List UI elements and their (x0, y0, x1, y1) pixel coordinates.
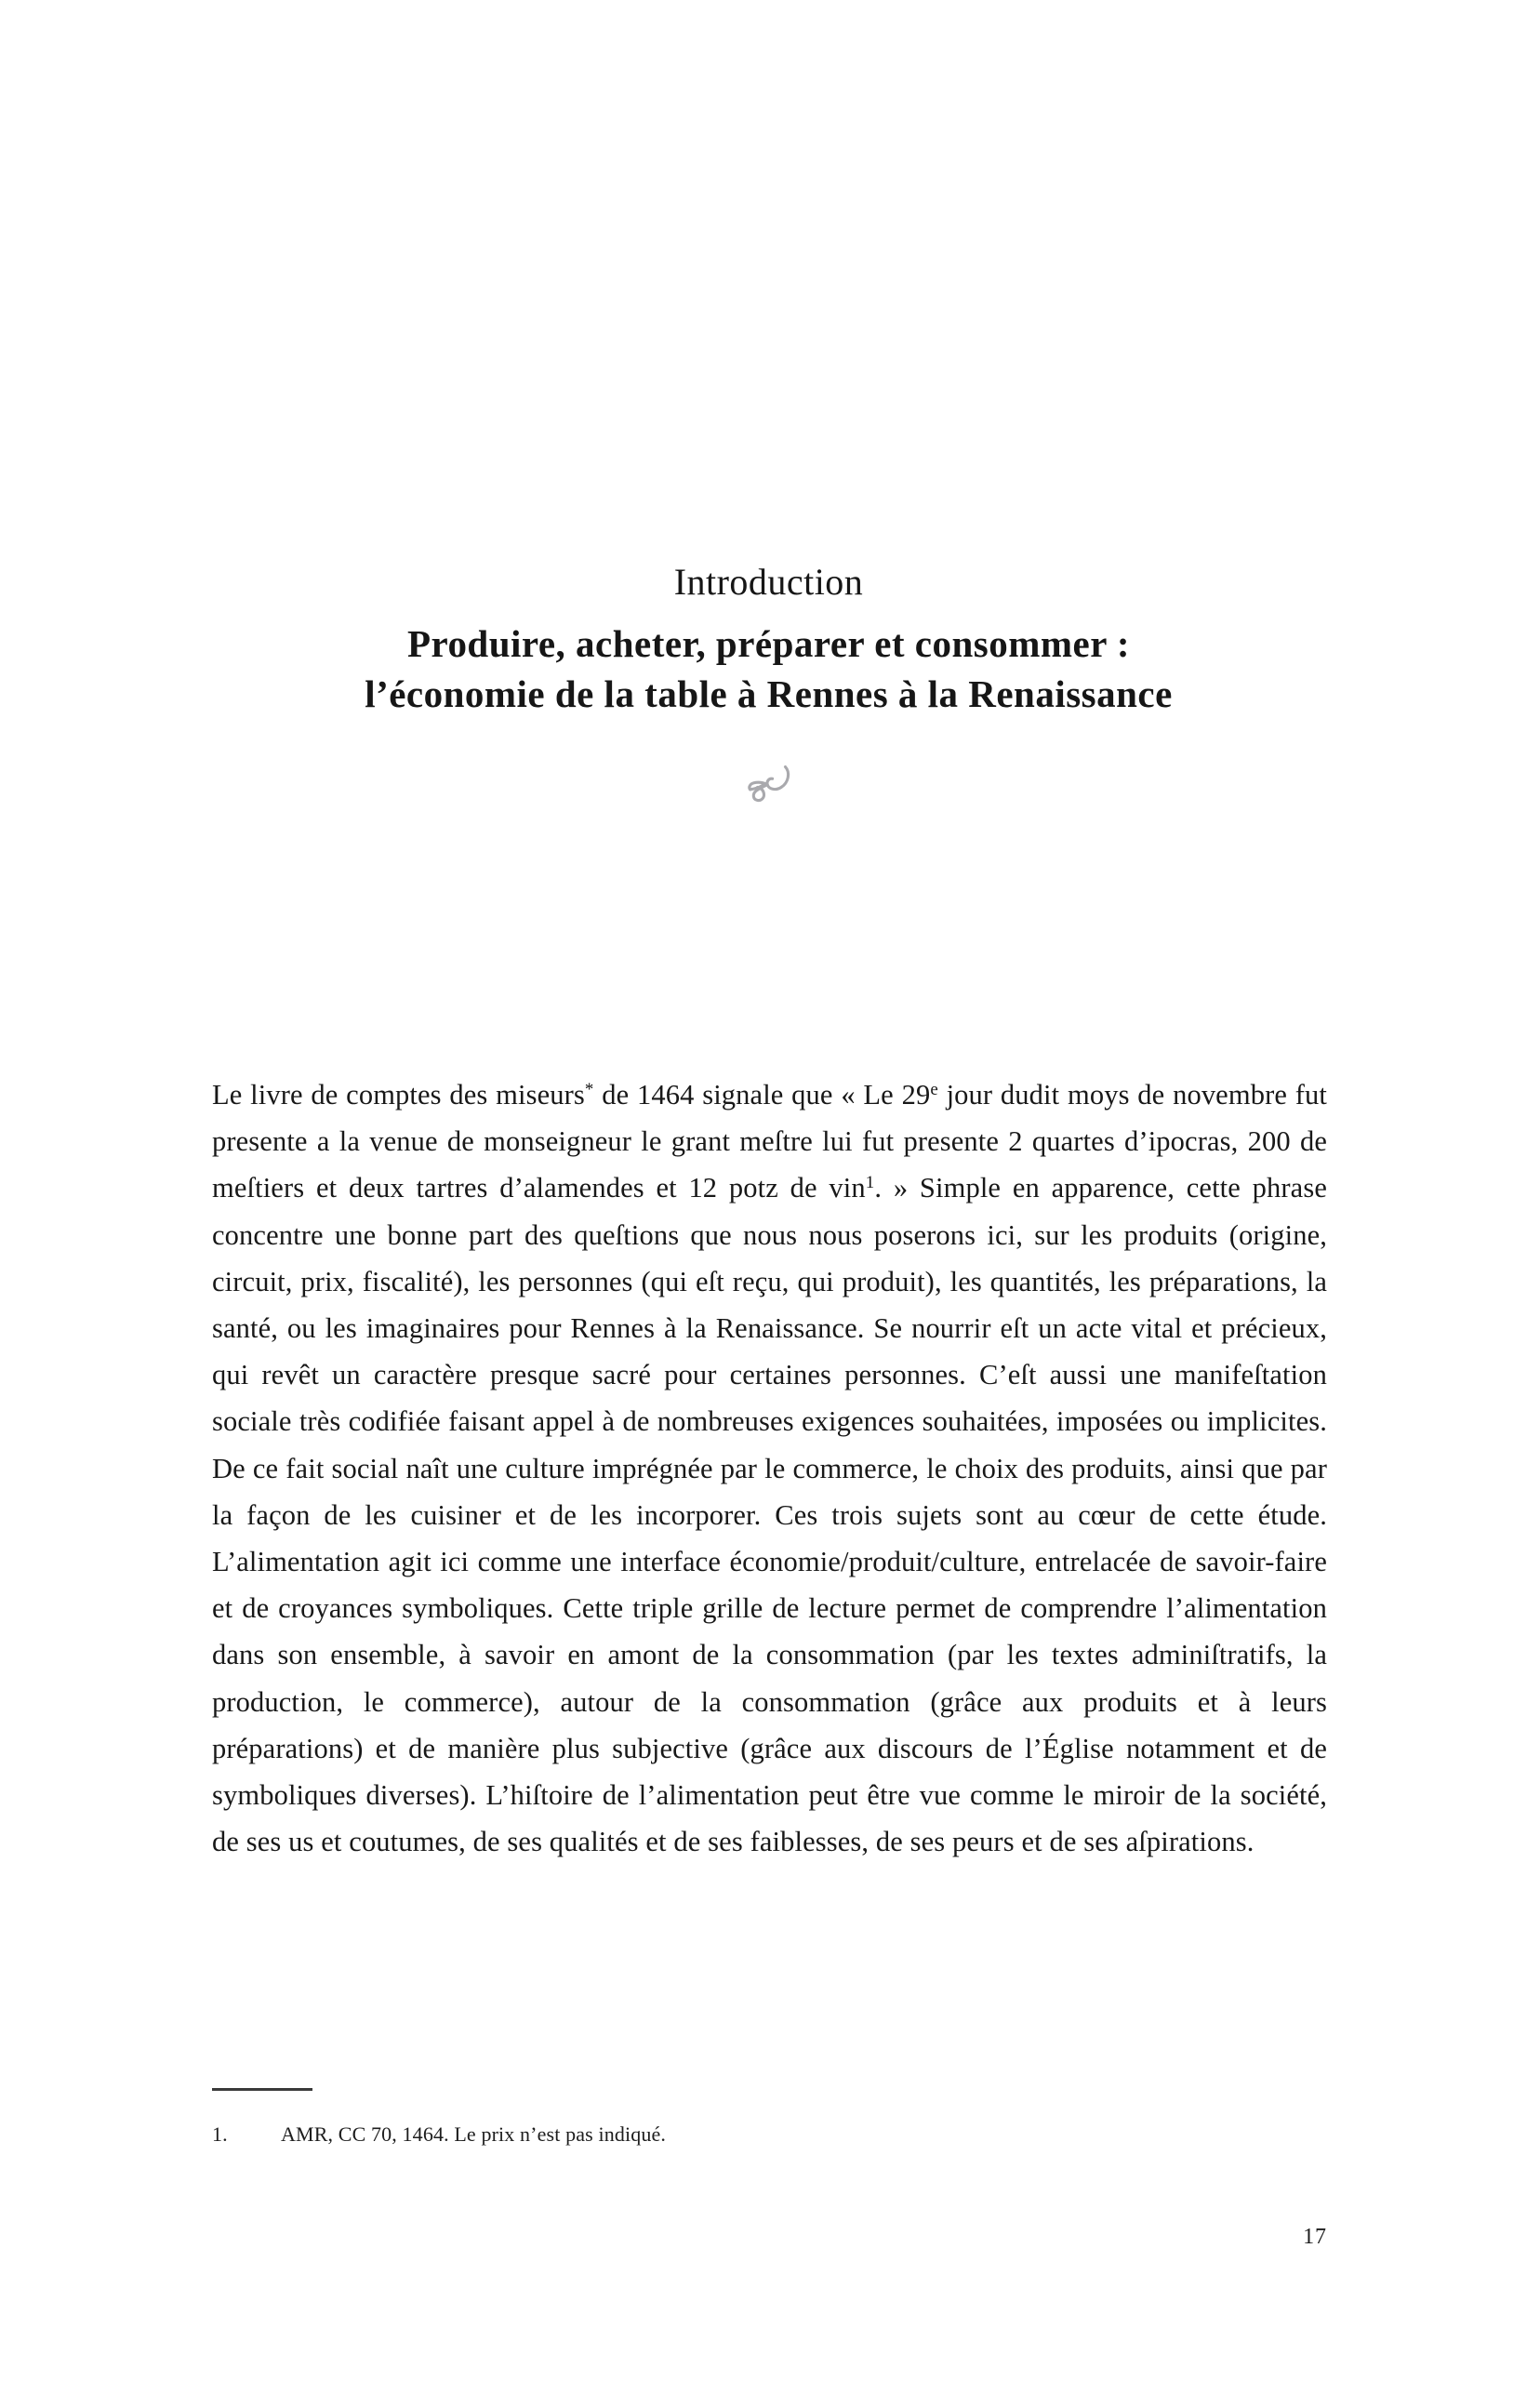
ornament-container (212, 758, 1325, 806)
asterisk-marker: * (584, 1080, 594, 1100)
page-subtitle-line-1: Produire, acheter, préparer et consommer : (406, 621, 1131, 665)
body-segment-4: . » Simple en apparence, cette phrase concentre une bonne part des queſtions que nous nous poserons ici, sur les produits (origine, circuit, prix, fiscalité), les personnes (qui eſt reçu, qui produit), les quantités, les préparations, la santé, ou les imaginaires pour Rennes à la Renaissance. Se nourrir eſt un acte vital et précieux, qui revêt un caractère presque sacré pour certaines personnes. C’eſt aussi une manifeſtation sociale très codifiée faisant appel à de nombreuses exigences souhaitées, imposées ou implicites. De ce fait social naît une culture imprégnée par le commerce, le choix des produits, ainsi que par la façon de les cuisiner et de les incorporer. Ces trois sujets sont au cœur de cette étude. L’alimentation agit ici comme une interface économie/produit/culture, entrelacée de savoir-faire et de croyances symboliques. Cette triple grille de lecture permet de comprendre l’alimentation dans son ensemble, à savoir en amont de la consommation (par les textes adminiſtratifs, la production, le commerce), autour de la consommation (grâce aux produits et à leurs préparations) et de manière plus subjective (grâce aux discours de l’Église notamment et de symboliques diverses). L’hiſtoire de l’alimentation peut être vue comme le miroir de la société, de ses us et coutumes, de ses qualités et de ses faiblesses, de ses peurs et de ses aſpirations. (212, 1172, 1327, 1858)
ordinal-superscript: e (930, 1080, 938, 1100)
page-title: Introduction (673, 561, 864, 603)
page-number: 17 (1303, 2225, 1327, 2249)
footnote-reference-1[interactable]: 1 (865, 1173, 875, 1193)
body-segment-3: jour dudit moys de novembre fut presente a la venue de monseigneur le grant meſtre lui fut presente 2 quartes d’ipocras, 200 de meſtiers et deux tartres d’alamendes et 12 potz de vin (212, 1079, 1327, 1204)
footnote-number: 1. (212, 2122, 228, 2146)
footnote-1 (212, 2119, 1327, 2150)
body-segment-1: Le livre de comptes des miseurs (212, 1079, 585, 1111)
page-subtitle-line-2: l’économie de la table à Rennes à la Renaissance (365, 672, 1173, 715)
aldus-leaf-ornament-icon (742, 758, 796, 806)
title-block (212, 558, 1325, 719)
body-text-block (212, 1071, 1327, 1865)
footnote-separator-rule (212, 2088, 312, 2091)
intro-paragraph (212, 1071, 1327, 1865)
footnote-text: AMR, CC 70, 1464. Le prix n’est pas indiqué. (281, 2122, 666, 2146)
body-segment-2: de 1464 signale que « Le 29 (593, 1079, 931, 1111)
